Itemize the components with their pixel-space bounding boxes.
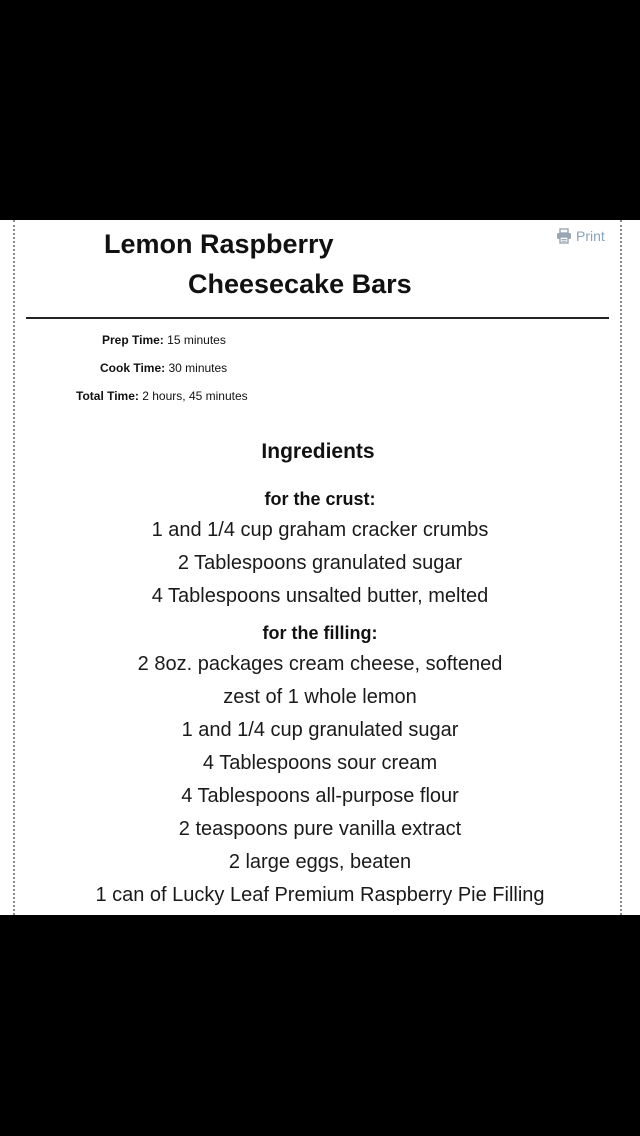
list-item: zest of 1 whole lemon	[223, 686, 417, 708]
crust-ingredient-list	[0, 514, 640, 613]
filling-ingredient-list	[0, 648, 640, 912]
crust-heading: for the crust:	[264, 489, 376, 509]
print-link[interactable]	[556, 228, 605, 244]
title-divider	[26, 317, 609, 319]
list-item: 2 8oz. packages cream cheese, softened	[137, 653, 503, 675]
recipe-title-line-1: Lemon Raspberry	[104, 229, 334, 259]
list-item: 1 and 1/4 cup graham cracker crumbs	[151, 519, 489, 541]
list-item: 2 teaspoons pure vanilla extract	[178, 818, 462, 840]
prep-time	[102, 332, 226, 348]
list-item: 4 Tablespoons sour cream	[202, 752, 438, 774]
prep-time-value: 15 minutes	[167, 333, 226, 347]
cook-time	[100, 360, 227, 376]
recipe-title-line-2: Cheesecake Bars	[188, 269, 412, 299]
prep-time-label: Prep Time:	[102, 333, 164, 347]
list-item: 2 large eggs, beaten	[228, 851, 412, 873]
list-item: 1 and 1/4 cup granulated sugar	[181, 719, 459, 741]
total-time-value: 2 hours, 45 minutes	[142, 389, 248, 403]
printer-icon	[556, 228, 572, 244]
cook-time-label: Cook Time:	[100, 361, 166, 375]
filling-heading: for the filling:	[262, 623, 378, 643]
list-item: 2 Tablespoons granulated sugar	[177, 552, 463, 574]
cook-time-value: 30 minutes	[168, 361, 228, 375]
list-item: 4 Tablespoons all-purpose flour	[181, 785, 459, 807]
list-item: 4 Tablespoons unsalted butter, melted	[151, 585, 489, 607]
print-label: Print	[576, 228, 605, 244]
total-time	[76, 388, 248, 404]
ingredients-heading: Ingredients	[261, 440, 375, 463]
total-time-label: Total Time:	[76, 389, 139, 403]
recipe-card	[0, 220, 640, 915]
list-item: 1 can of Lucky Leaf Premium Raspberry Pie Filling	[95, 884, 545, 906]
